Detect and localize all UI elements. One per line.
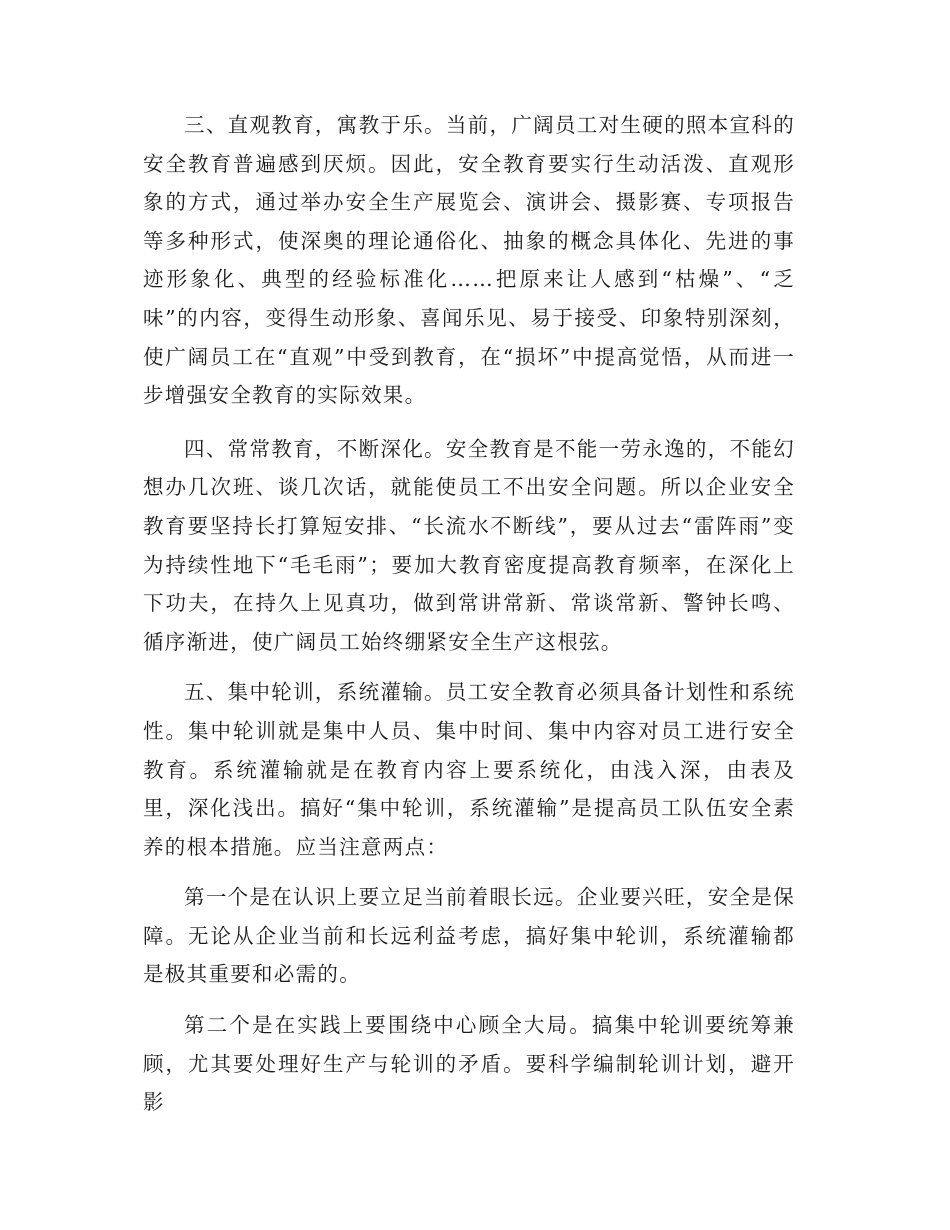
paragraph-regular-education: 四、常常教育，不断深化。安全教育是不能一劳永逸的，不能幻想办几次班、谈几次话，就能使员工不出安全问题。所以企业安全教育要坚持长打算短安排、“长流水不断线”，要从过去“雷阵雨”变为持续性地下“毛毛雨”；要加大教育密度提高教育频率，在深化上下功夫，在持久上见真功，做到常讲常新、常谈常新、警钟长鸣、循序渐进，使广阔员工始终绷紧安全生产这根弦。 (143, 436, 795, 654)
document-body (143, 106, 795, 1122)
paragraph-point-one: 第一个是在认识上要立足当前着眼长远。企业要兴旺，安全是保障。无论从企业当前和长远利益考虑，搞好集中轮训，系统灌输都是极其重要和必需的。 (143, 885, 795, 987)
paragraph-direct-education: 三、直观教育，寓教于乐。当前，广阔员工对生硬的照本宣科的安全教育普遍感到厌烦。因此，安全教育要实行生动活泼、直观形象的方式，通过举办安全生产展览会、演讲会、摄影赛、专项报告等多种形式，使深奥的理论通俗化、抽象的概念具体化、先进的事迹形象化、典型的经验标准化……把原来让人感到“枯燥”、“乏味”的内容，变得生动形象、喜闻乐见、易于接受、印象特别深刻，使广阔员工在“直观”中受到教育，在“损坏”中提高觉悟，从而进一步增强安全教育的实际效果。 (143, 113, 795, 408)
paragraph-point-two: 第二个是在实践上要围绕中心顾全大局。搞集中轮训要统筹兼顾，尤其要处理好生产与轮训的矛盾。要科学编制轮训计划，避开影 (143, 1013, 795, 1115)
paragraph-centralized-training: 五、集中轮训，系统灌输。员工安全教育必须具备计划性和系统性。集中轮训就是集中人员、集中时间、集中内容对员工进行安全教育。系统灌输就是在教育内容上要系统化，由浅入深，由表及里，深化浅出。搞好“集中轮训，系统灌输”是提高员工队伍安全素养的根本措施。应当注意两点： (143, 680, 795, 859)
